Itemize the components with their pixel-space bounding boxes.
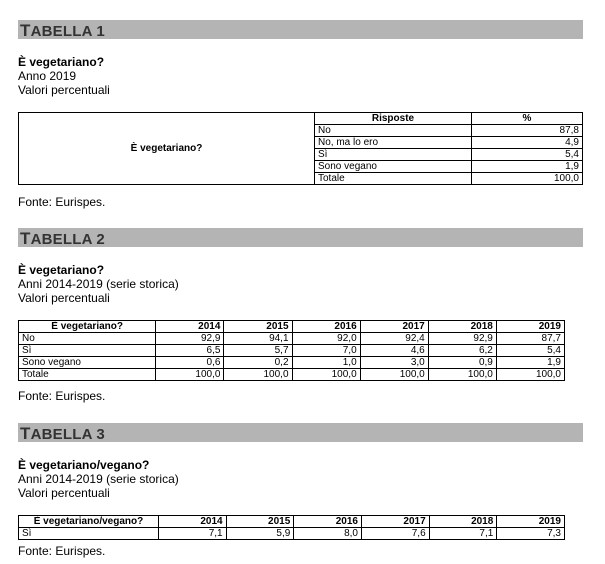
t2-cell: 94,1 xyxy=(224,333,292,345)
t2-cell: Sì xyxy=(19,345,156,357)
table3-heading-bar xyxy=(18,423,583,442)
t2-cell: 6,5 xyxy=(156,345,224,357)
table-header-row xyxy=(19,321,565,333)
table2-title: È vegetariano? xyxy=(18,263,105,277)
table1-heading-bar xyxy=(18,20,583,39)
t2-cell: No xyxy=(19,333,156,345)
table1-cell: Sì xyxy=(315,149,472,161)
table1-year: Anno 2019 xyxy=(18,69,77,83)
t2-header-label: È vegetariano? xyxy=(19,321,156,333)
table-row xyxy=(19,369,565,381)
t2-header-year: 2017 xyxy=(360,321,428,333)
table1-source: Fonte: Eurispes. xyxy=(18,195,106,209)
t2-cell: 0,6 xyxy=(156,357,224,369)
t2-header-year: 2018 xyxy=(428,321,496,333)
table2-heading-bar xyxy=(18,228,583,247)
t3-header-year: 2016 xyxy=(294,516,362,528)
t2-cell: 87,7 xyxy=(496,333,564,345)
table2-heading: TABELLA 2 xyxy=(20,229,105,248)
table1-col-answers: Risposte xyxy=(315,113,472,125)
t2-cell: 5,7 xyxy=(224,345,292,357)
table3 xyxy=(18,515,565,540)
t3-cell: 7,6 xyxy=(361,528,429,540)
t2-cell: 100,0 xyxy=(496,369,564,381)
table1-title: È vegetariano? xyxy=(18,55,105,69)
table1-cell: 4,9 xyxy=(472,137,583,149)
t3-header-year: 2014 xyxy=(158,516,226,528)
t2-header-year: 2016 xyxy=(292,321,360,333)
t2-cell: 100,0 xyxy=(292,369,360,381)
t3-cell: 7,3 xyxy=(497,528,565,540)
table1-cell: No, ma lo ero xyxy=(315,137,472,149)
t2-cell: 4,6 xyxy=(360,345,428,357)
t3-cell: 7,1 xyxy=(429,528,497,540)
t2-cell: Totale xyxy=(19,369,156,381)
table1-row-label: È vegetariano? xyxy=(19,113,315,185)
t2-cell: 92,4 xyxy=(360,333,428,345)
t2-cell: 100,0 xyxy=(360,369,428,381)
t3-header-year: 2015 xyxy=(226,516,294,528)
t2-cell: 0,9 xyxy=(428,357,496,369)
t2-cell: 100,0 xyxy=(428,369,496,381)
table1-cell: 1,9 xyxy=(472,161,583,173)
t3-header-year: 2018 xyxy=(429,516,497,528)
t2-header-year: 2015 xyxy=(224,321,292,333)
table2-years: Anni 2014-2019 (serie storica) xyxy=(18,277,179,291)
table1-cell: Sono vegano xyxy=(315,161,472,173)
table-row xyxy=(19,345,565,357)
t2-cell: 1,0 xyxy=(292,357,360,369)
t3-header-label: È vegetariano/vegano? xyxy=(19,516,159,528)
t2-cell: Sono vegano xyxy=(19,357,156,369)
t3-cell: 8,0 xyxy=(294,528,362,540)
t2-cell: 100,0 xyxy=(156,369,224,381)
table-row xyxy=(19,528,565,540)
t2-cell: 3,0 xyxy=(360,357,428,369)
table1-cell: Totale xyxy=(315,173,472,185)
t2-cell: 100,0 xyxy=(224,369,292,381)
table1-unit: Valori percentuali xyxy=(18,83,110,97)
t3-cell: 5,9 xyxy=(226,528,294,540)
table1-heading: TABELLA 1 xyxy=(20,21,105,40)
t2-cell: 5,4 xyxy=(496,345,564,357)
t2-cell: 7,0 xyxy=(292,345,360,357)
t2-header-year: 2019 xyxy=(496,321,564,333)
t2-cell: 0,2 xyxy=(224,357,292,369)
table2-source: Fonte: Eurispes. xyxy=(18,389,106,403)
table2-unit: Valori percentuali xyxy=(18,291,110,305)
table1-cell: 5,4 xyxy=(472,149,583,161)
table-header-row xyxy=(19,516,565,528)
t2-cell: 1,9 xyxy=(496,357,564,369)
table3-years: Anni 2014-2019 (serie storica) xyxy=(18,472,179,486)
table3-heading: TABELLA 3 xyxy=(20,424,105,443)
t3-header-year: 2019 xyxy=(497,516,565,528)
table1 xyxy=(18,112,583,185)
t2-cell: 92,9 xyxy=(428,333,496,345)
table3-source: Fonte: Eurispes. xyxy=(18,544,106,558)
t3-cell: 7,1 xyxy=(158,528,226,540)
table2 xyxy=(18,320,565,381)
table-row xyxy=(19,333,565,345)
t2-cell: 6,2 xyxy=(428,345,496,357)
t2-cell: 92,0 xyxy=(292,333,360,345)
table3-unit: Valori percentuali xyxy=(18,486,110,500)
t3-header-year: 2017 xyxy=(361,516,429,528)
table1-cell: No xyxy=(315,125,472,137)
table1-cell: 100,0 xyxy=(472,173,583,185)
table-row xyxy=(19,357,565,369)
table1-col-pct: % xyxy=(472,113,583,125)
t2-header-year: 2014 xyxy=(156,321,224,333)
table1-cell: 87,8 xyxy=(472,125,583,137)
table3-title: È vegetariano/vegano? xyxy=(18,458,150,472)
t2-cell: 92,9 xyxy=(156,333,224,345)
t3-cell: Sì xyxy=(19,528,159,540)
